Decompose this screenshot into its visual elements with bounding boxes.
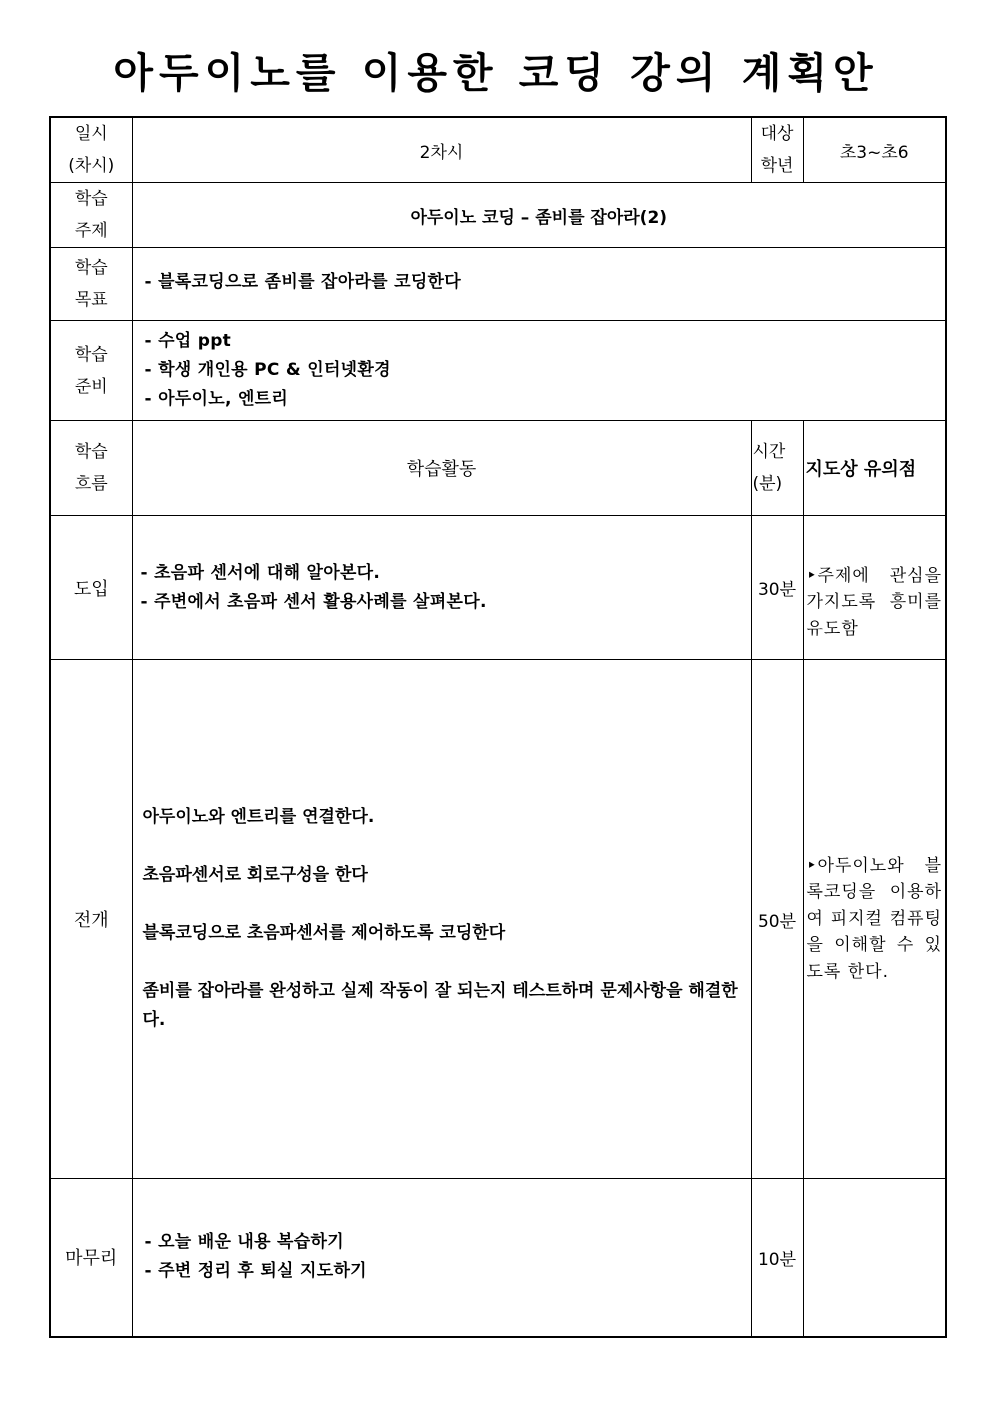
header-row <box>50 117 946 183</box>
topic-label-line2: 주제 <box>74 221 108 241</box>
stage-name: 마무리 <box>50 1179 132 1337</box>
goal-label-cell <box>50 248 132 321</box>
activity-item: - 주변 정리 후 퇴실 지도하기 <box>144 1261 367 1282</box>
prep-label-cell <box>50 321 132 421</box>
date-label-line1: 일시 <box>74 124 108 144</box>
goal-list <box>132 248 946 321</box>
stage-name: 도입 <box>50 516 132 660</box>
topic-label-cell <box>50 183 132 248</box>
time-header-line2: (분) <box>752 474 783 494</box>
flow-label-line2: 흐름 <box>74 474 108 494</box>
lesson-plan-table <box>49 116 947 1338</box>
stage-activity-list <box>132 516 751 660</box>
stage-time: 50분 <box>751 660 803 1179</box>
topic-row <box>50 183 946 248</box>
activity-item: 아두이노와 엔트리를 연결한다. <box>142 807 375 827</box>
goal-label-line1: 학습 <box>74 258 108 278</box>
page-title: 아두이노를 이용한 코딩 강의 계획안 <box>113 49 879 97</box>
target-label-line2: 학년 <box>760 156 794 176</box>
activity-item: - 주변에서 초음파 센서 활용사례를 살펴본다. <box>140 591 487 612</box>
time-header-cell <box>751 421 803 516</box>
goal-label-line2: 목표 <box>74 290 108 310</box>
date-value: 2차시 <box>132 117 751 183</box>
date-label-line2: (차시) <box>68 156 115 176</box>
prep-list <box>132 321 946 421</box>
prep-item: - 아두이노, 엔트리 <box>144 389 289 409</box>
goal-item: - 블록코딩으로 좀비를 잡아라를 코딩한다 <box>144 272 462 292</box>
prep-label-line1: 학습 <box>74 344 108 365</box>
target-label-cell <box>751 117 803 183</box>
prep-item: - 학생 개인용 PC & 인터넷환경 <box>144 360 391 380</box>
stage-row-closing <box>50 1179 946 1337</box>
activity-item: 초음파센서로 회로구성을 한다 <box>142 865 368 885</box>
stage-row-intro <box>50 516 946 660</box>
topic-label-line1: 학습 <box>74 189 108 209</box>
stage-activity-list <box>132 1179 751 1337</box>
target-label-line1: 대상 <box>760 124 794 144</box>
activity-item: 블록코딩으로 초음파센서를 제어하도록 코딩한다 <box>142 923 506 943</box>
stage-note: ‣주제에 관심을 가지도록 흥미를 유도함 <box>803 516 946 660</box>
flow-label-cell <box>50 421 132 516</box>
flow-label-line1: 학습 <box>74 442 108 462</box>
activity-item: - 오늘 배운 내용 복습하기 <box>144 1232 344 1253</box>
prep-label-line2: 준비 <box>74 376 108 397</box>
activity-header: 학습활동 <box>132 421 751 516</box>
activity-item: - 초음파 센서에 대해 알아본다. <box>140 562 381 583</box>
topic-value: 아두이노 코딩 – 좀비를 잡아라(2) <box>132 183 946 248</box>
goal-row <box>50 248 946 321</box>
stage-activity-list <box>132 660 751 1179</box>
target-value: 초3~초6 <box>803 117 946 183</box>
stage-name: 전개 <box>50 660 132 1179</box>
activity-item: 좀비를 잡아라를 완성하고 실제 작동이 잘 되는지 테스트하며 문제사항을 해결한다. <box>142 981 738 1030</box>
stage-note: ‣아두이노와 블록코딩을 이용하여 피지컬 컴퓨팅을 이해할 수 있도록 한다. <box>803 660 946 1179</box>
prep-item: - 수업 ppt <box>144 331 232 351</box>
stage-note <box>803 1179 946 1337</box>
note-header: 지도상 유의점 <box>803 421 946 516</box>
date-label-cell <box>50 117 132 183</box>
stage-time: 10분 <box>751 1179 803 1337</box>
prep-row <box>50 321 946 421</box>
stage-time: 30분 <box>751 516 803 660</box>
time-header-line1: 시간 <box>752 442 786 462</box>
stage-row-development <box>50 660 946 1179</box>
flow-header-row <box>50 421 946 516</box>
